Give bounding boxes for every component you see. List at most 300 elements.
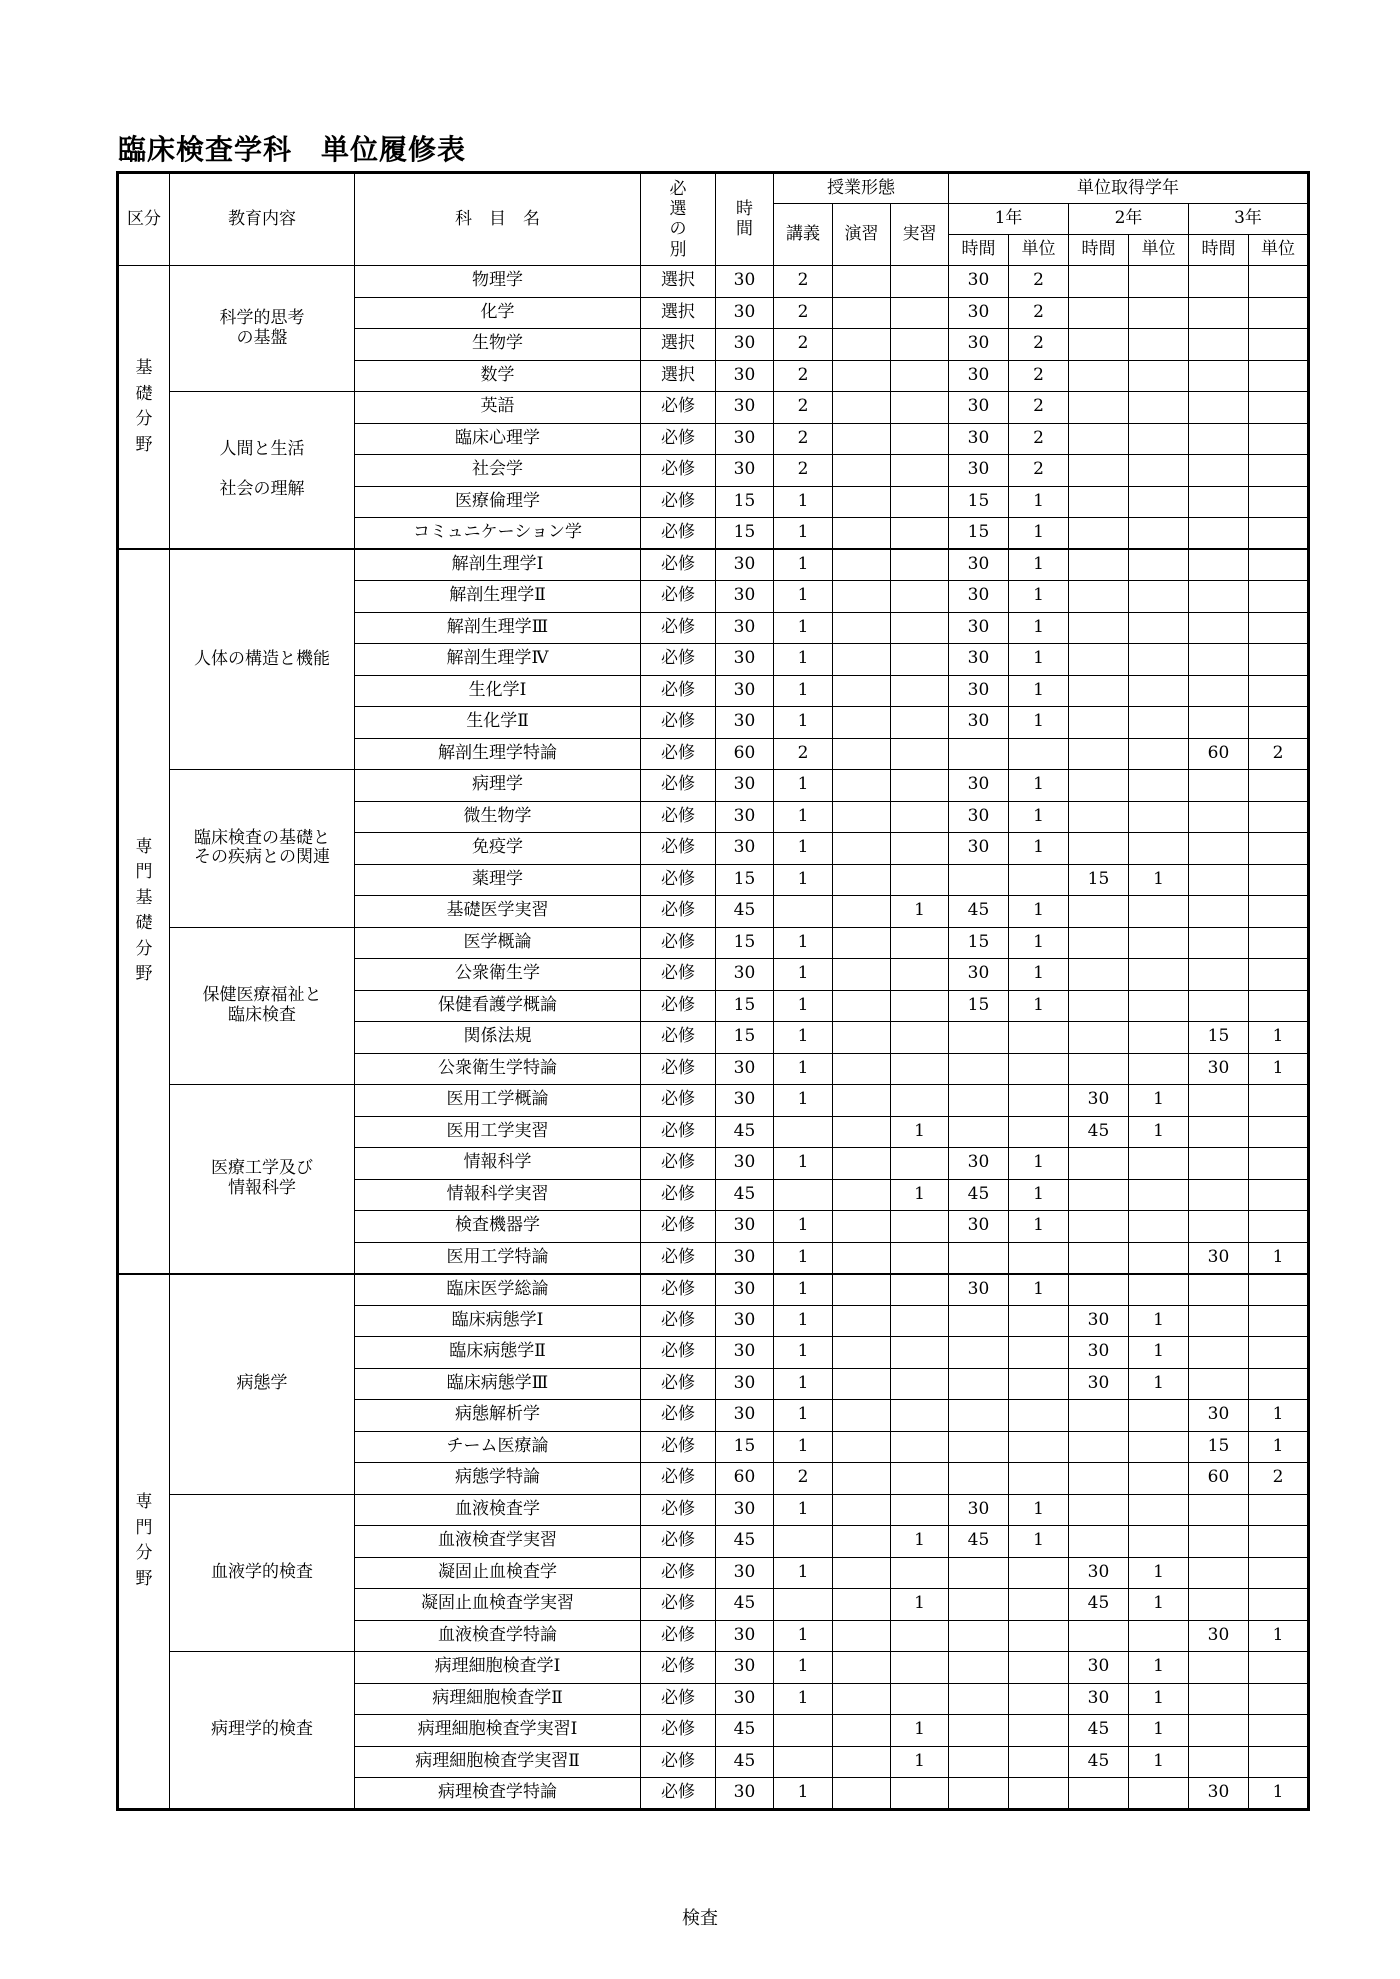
required-cell: 必修 xyxy=(641,1211,716,1243)
subject-cell: 薬理学 xyxy=(355,864,641,896)
exercise-cell xyxy=(833,1400,891,1432)
year3-hours-cell xyxy=(1189,1274,1249,1306)
hours-cell: 30 xyxy=(716,1148,774,1180)
year2-hours-cell xyxy=(1069,1778,1129,1810)
year2-hours-cell xyxy=(1069,455,1129,487)
year3-units-cell: 1 xyxy=(1249,1022,1309,1054)
subject-cell: 凝固止血検査学実習 xyxy=(355,1589,641,1621)
hours-cell: 45 xyxy=(716,1715,774,1747)
required-cell: 必修 xyxy=(641,1463,716,1495)
required-cell: 必修 xyxy=(641,1242,716,1274)
hours-cell: 30 xyxy=(716,549,774,581)
year3-hours-cell xyxy=(1189,549,1249,581)
exercise-cell xyxy=(833,1431,891,1463)
year1-hours-cell: 30 xyxy=(949,360,1009,392)
year1-hours-cell: 45 xyxy=(949,1179,1009,1211)
year3-units-cell xyxy=(1249,1116,1309,1148)
subject-cell: 生物学 xyxy=(355,329,641,361)
year3-hours-cell xyxy=(1189,518,1249,550)
year1-hours-cell: 30 xyxy=(949,1211,1009,1243)
practice-cell xyxy=(891,1368,949,1400)
hours-cell: 30 xyxy=(716,1778,774,1810)
subject-cell: 生化学Ⅰ xyxy=(355,675,641,707)
required-cell: 必修 xyxy=(641,1400,716,1432)
required-cell: 選択 xyxy=(641,297,716,329)
lecture-cell xyxy=(774,1715,833,1747)
exercise-cell xyxy=(833,1746,891,1778)
year3-units-cell xyxy=(1249,990,1309,1022)
lecture-cell: 2 xyxy=(774,266,833,298)
year3-units-cell xyxy=(1249,1274,1309,1306)
header-subject: 科 目 名 xyxy=(355,173,641,266)
practice-cell xyxy=(891,1022,949,1054)
year3-units-cell: 2 xyxy=(1249,1463,1309,1495)
subject-cell: 血液検査学 xyxy=(355,1494,641,1526)
year2-units-cell xyxy=(1129,518,1189,550)
subject-cell: 臨床医学総論 xyxy=(355,1274,641,1306)
year3-units-cell xyxy=(1249,581,1309,613)
year1-units-cell xyxy=(1009,1400,1069,1432)
year1-units-cell xyxy=(1009,1431,1069,1463)
year1-units-cell xyxy=(1009,1715,1069,1747)
year2-hours-cell xyxy=(1069,549,1129,581)
year2-units-cell: 1 xyxy=(1129,1557,1189,1589)
lecture-cell xyxy=(774,1179,833,1211)
year1-hours-cell xyxy=(949,1778,1009,1810)
hours-cell: 30 xyxy=(716,675,774,707)
category-label: 科学的思考 の基盤 xyxy=(170,266,355,392)
year1-units-cell xyxy=(1009,1368,1069,1400)
year3-hours-cell xyxy=(1189,1494,1249,1526)
year2-hours-cell xyxy=(1069,1494,1129,1526)
hours-cell: 30 xyxy=(716,1242,774,1274)
year1-hours-cell xyxy=(949,738,1009,770)
page-title: 臨床検査学科 単位履修表 xyxy=(118,133,467,166)
year2-hours-cell xyxy=(1069,392,1129,424)
year2-hours-cell xyxy=(1069,1022,1129,1054)
exercise-cell xyxy=(833,1148,891,1180)
year2-hours-cell: 45 xyxy=(1069,1715,1129,1747)
year3-units-cell xyxy=(1249,896,1309,928)
subject-cell: 公衆衛生学特論 xyxy=(355,1053,641,1085)
hours-cell: 15 xyxy=(716,1022,774,1054)
hours-cell: 30 xyxy=(716,455,774,487)
year2-hours-cell xyxy=(1069,675,1129,707)
practice-cell xyxy=(891,1274,949,1306)
year1-hours-cell: 15 xyxy=(949,990,1009,1022)
year3-hours-cell xyxy=(1189,1148,1249,1180)
year1-hours-cell: 30 xyxy=(949,833,1009,865)
lecture-cell: 1 xyxy=(774,518,833,550)
exercise-cell xyxy=(833,486,891,518)
year1-units-cell: 1 xyxy=(1009,518,1069,550)
year1-units-cell: 1 xyxy=(1009,896,1069,928)
year1-hours-cell: 30 xyxy=(949,423,1009,455)
lecture-cell xyxy=(774,896,833,928)
hours-cell: 30 xyxy=(716,770,774,802)
year2-hours-cell: 45 xyxy=(1069,1116,1129,1148)
header-exercise: 演習 xyxy=(833,204,891,266)
year2-units-cell: 1 xyxy=(1129,1746,1189,1778)
practice-cell xyxy=(891,1337,949,1369)
subject-cell: 血液検査学特論 xyxy=(355,1620,641,1652)
exercise-cell xyxy=(833,266,891,298)
subject-cell: 医用工学実習 xyxy=(355,1116,641,1148)
subject-cell: 病理検査学特論 xyxy=(355,1778,641,1810)
year1-hours-cell: 30 xyxy=(949,1274,1009,1306)
subject-cell: 微生物学 xyxy=(355,801,641,833)
hours-cell: 30 xyxy=(716,423,774,455)
year3-units-cell xyxy=(1249,360,1309,392)
exercise-cell xyxy=(833,896,891,928)
year3-units-cell: 1 xyxy=(1249,1778,1309,1810)
category-label: 血液学的検査 xyxy=(170,1494,355,1652)
exercise-cell xyxy=(833,1085,891,1117)
exercise-cell xyxy=(833,1116,891,1148)
required-cell: 選択 xyxy=(641,266,716,298)
practice-cell xyxy=(891,455,949,487)
lecture-cell: 1 xyxy=(774,1053,833,1085)
table-row xyxy=(118,1085,1309,1117)
year3-units-cell xyxy=(1249,833,1309,865)
year3-hours-cell xyxy=(1189,770,1249,802)
year1-units-cell xyxy=(1009,738,1069,770)
year1-units-cell: 1 xyxy=(1009,959,1069,991)
practice-cell xyxy=(891,675,949,707)
required-cell: 必修 xyxy=(641,959,716,991)
hours-cell: 30 xyxy=(716,1557,774,1589)
header-year3-hours: 時間 xyxy=(1189,235,1249,266)
year3-units-cell xyxy=(1249,329,1309,361)
year3-units-cell xyxy=(1249,486,1309,518)
year3-hours-cell: 15 xyxy=(1189,1431,1249,1463)
hours-cell: 30 xyxy=(716,392,774,424)
year2-units-cell xyxy=(1129,549,1189,581)
year3-hours-cell xyxy=(1189,864,1249,896)
hours-cell: 15 xyxy=(716,864,774,896)
year3-units-cell xyxy=(1249,1305,1309,1337)
year3-units-cell xyxy=(1249,423,1309,455)
lecture-cell: 2 xyxy=(774,738,833,770)
year2-hours-cell xyxy=(1069,612,1129,644)
year3-units-cell xyxy=(1249,959,1309,991)
hours-cell: 30 xyxy=(716,833,774,865)
year2-hours-cell xyxy=(1069,486,1129,518)
year3-units-cell xyxy=(1249,1368,1309,1400)
subject-cell: 解剖生理学Ⅲ xyxy=(355,612,641,644)
header-year3-units: 単位 xyxy=(1249,235,1309,266)
year1-hours-cell: 30 xyxy=(949,644,1009,676)
year1-hours-cell xyxy=(949,1242,1009,1274)
year1-units-cell: 2 xyxy=(1009,329,1069,361)
year2-units-cell xyxy=(1129,360,1189,392)
year1-units-cell: 1 xyxy=(1009,1494,1069,1526)
lecture-cell: 1 xyxy=(774,1494,833,1526)
year2-units-cell: 1 xyxy=(1129,1116,1189,1148)
year2-hours-cell xyxy=(1069,297,1129,329)
subject-cell: 病理細胞検査学実習Ⅱ xyxy=(355,1746,641,1778)
year1-hours-cell xyxy=(949,1746,1009,1778)
year1-units-cell xyxy=(1009,1589,1069,1621)
header-practice: 実習 xyxy=(891,204,949,266)
hours-cell: 30 xyxy=(716,1652,774,1684)
practice-cell xyxy=(891,486,949,518)
required-cell: 選択 xyxy=(641,360,716,392)
practice-cell xyxy=(891,1085,949,1117)
year3-units-cell xyxy=(1249,927,1309,959)
subject-cell: 病態学特論 xyxy=(355,1463,641,1495)
exercise-cell xyxy=(833,581,891,613)
credit-table xyxy=(116,171,1310,1811)
year1-units-cell: 1 xyxy=(1009,770,1069,802)
exercise-cell xyxy=(833,927,891,959)
year3-units-cell: 2 xyxy=(1249,738,1309,770)
year2-units-cell: 1 xyxy=(1129,1683,1189,1715)
year3-hours-cell xyxy=(1189,990,1249,1022)
subject-cell: 病理細胞検査学Ⅰ xyxy=(355,1652,641,1684)
year2-units-cell xyxy=(1129,675,1189,707)
lecture-cell: 1 xyxy=(774,1305,833,1337)
year1-hours-cell xyxy=(949,1557,1009,1589)
lecture-cell: 1 xyxy=(774,927,833,959)
year2-hours-cell xyxy=(1069,1463,1129,1495)
year2-hours-cell: 45 xyxy=(1069,1589,1129,1621)
year1-units-cell: 2 xyxy=(1009,455,1069,487)
lecture-cell: 2 xyxy=(774,360,833,392)
year3-units-cell xyxy=(1249,612,1309,644)
year2-units-cell xyxy=(1129,833,1189,865)
year1-hours-cell: 30 xyxy=(949,266,1009,298)
year2-units-cell xyxy=(1129,329,1189,361)
practice-cell xyxy=(891,1431,949,1463)
year1-hours-cell: 30 xyxy=(949,675,1009,707)
hours-cell: 45 xyxy=(716,896,774,928)
lecture-cell: 1 xyxy=(774,549,833,581)
year3-hours-cell xyxy=(1189,612,1249,644)
year2-units-cell xyxy=(1129,1242,1189,1274)
subject-cell: 臨床病態学Ⅰ xyxy=(355,1305,641,1337)
year2-units-cell xyxy=(1129,1431,1189,1463)
year1-units-cell: 1 xyxy=(1009,644,1069,676)
required-cell: 必修 xyxy=(641,486,716,518)
exercise-cell xyxy=(833,1715,891,1747)
subject-cell: 臨床病態学Ⅲ xyxy=(355,1368,641,1400)
practice-cell: 1 xyxy=(891,1715,949,1747)
exercise-cell xyxy=(833,1053,891,1085)
header-credit-year: 単位取得学年 xyxy=(949,173,1309,204)
header-year1-hours: 時間 xyxy=(949,235,1009,266)
year1-hours-cell xyxy=(949,864,1009,896)
year1-units-cell xyxy=(1009,1683,1069,1715)
required-cell: 必修 xyxy=(641,990,716,1022)
practice-cell xyxy=(891,990,949,1022)
exercise-cell xyxy=(833,675,891,707)
required-cell: 必修 xyxy=(641,1368,716,1400)
practice-cell xyxy=(891,1557,949,1589)
year2-hours-cell xyxy=(1069,801,1129,833)
year2-units-cell: 1 xyxy=(1129,1085,1189,1117)
section-label: 専門分野 xyxy=(118,1274,170,1810)
year2-units-cell xyxy=(1129,486,1189,518)
subject-cell: 生化学Ⅱ xyxy=(355,707,641,739)
year1-hours-cell xyxy=(949,1368,1009,1400)
year1-units-cell: 1 xyxy=(1009,801,1069,833)
practice-cell xyxy=(891,864,949,896)
hours-cell: 15 xyxy=(716,927,774,959)
year3-units-cell xyxy=(1249,392,1309,424)
required-cell: 必修 xyxy=(641,1557,716,1589)
required-cell: 必修 xyxy=(641,1746,716,1778)
year3-hours-cell xyxy=(1189,1683,1249,1715)
exercise-cell xyxy=(833,392,891,424)
year1-hours-cell xyxy=(949,1053,1009,1085)
subject-cell: 医用工学特論 xyxy=(355,1242,641,1274)
practice-cell xyxy=(891,392,949,424)
year3-units-cell: 1 xyxy=(1249,1620,1309,1652)
year3-hours-cell xyxy=(1189,1368,1249,1400)
subject-cell: 検査機器学 xyxy=(355,1211,641,1243)
year2-hours-cell xyxy=(1069,1242,1129,1274)
year3-units-cell xyxy=(1249,675,1309,707)
exercise-cell xyxy=(833,1526,891,1558)
lecture-cell: 1 xyxy=(774,644,833,676)
hours-cell: 30 xyxy=(716,1274,774,1306)
year3-hours-cell: 30 xyxy=(1189,1400,1249,1432)
required-cell: 必修 xyxy=(641,1620,716,1652)
table-row xyxy=(118,927,1309,959)
year2-units-cell xyxy=(1129,612,1189,644)
year1-units-cell: 1 xyxy=(1009,1274,1069,1306)
practice-cell: 1 xyxy=(891,1526,949,1558)
year3-units-cell xyxy=(1249,770,1309,802)
category-label: 人体の構造と機能 xyxy=(170,549,355,770)
year2-hours-cell: 30 xyxy=(1069,1337,1129,1369)
year2-hours-cell: 45 xyxy=(1069,1746,1129,1778)
exercise-cell xyxy=(833,1557,891,1589)
year3-hours-cell xyxy=(1189,675,1249,707)
year2-hours-cell xyxy=(1069,1211,1129,1243)
lecture-cell: 2 xyxy=(774,1463,833,1495)
year3-hours-cell: 30 xyxy=(1189,1242,1249,1274)
year1-hours-cell: 30 xyxy=(949,770,1009,802)
year2-hours-cell xyxy=(1069,833,1129,865)
year3-units-cell: 1 xyxy=(1249,1431,1309,1463)
year2-units-cell xyxy=(1129,927,1189,959)
subject-cell: 公衆衛生学 xyxy=(355,959,641,991)
practice-cell xyxy=(891,518,949,550)
hours-cell: 15 xyxy=(716,1431,774,1463)
exercise-cell xyxy=(833,329,891,361)
exercise-cell xyxy=(833,1211,891,1243)
exercise-cell xyxy=(833,423,891,455)
exercise-cell xyxy=(833,1494,891,1526)
header-required: 必選の別 xyxy=(641,173,716,266)
year3-hours-cell xyxy=(1189,266,1249,298)
year1-hours-cell: 45 xyxy=(949,1526,1009,1558)
year2-units-cell xyxy=(1129,738,1189,770)
required-cell: 必修 xyxy=(641,1116,716,1148)
exercise-cell xyxy=(833,1463,891,1495)
year2-hours-cell: 30 xyxy=(1069,1557,1129,1589)
exercise-cell xyxy=(833,1683,891,1715)
year2-units-cell xyxy=(1129,896,1189,928)
section-label: 専門基礎分野 xyxy=(118,549,170,1274)
year1-units-cell: 1 xyxy=(1009,549,1069,581)
year1-hours-cell: 30 xyxy=(949,329,1009,361)
exercise-cell xyxy=(833,959,891,991)
year1-hours-cell xyxy=(949,1022,1009,1054)
year2-hours-cell xyxy=(1069,959,1129,991)
subject-cell: 解剖生理学Ⅳ xyxy=(355,644,641,676)
hours-cell: 60 xyxy=(716,738,774,770)
required-cell: 必修 xyxy=(641,423,716,455)
header-year1: 1年 xyxy=(949,204,1069,235)
subject-cell: 病理学 xyxy=(355,770,641,802)
year2-hours-cell xyxy=(1069,266,1129,298)
year2-hours-cell xyxy=(1069,1179,1129,1211)
year2-units-cell xyxy=(1129,297,1189,329)
practice-cell xyxy=(891,1620,949,1652)
year1-units-cell: 2 xyxy=(1009,392,1069,424)
year1-hours-cell xyxy=(949,1400,1009,1432)
year2-hours-cell xyxy=(1069,1431,1129,1463)
year1-hours-cell: 30 xyxy=(949,581,1009,613)
hours-cell: 30 xyxy=(716,1053,774,1085)
required-cell: 必修 xyxy=(641,1778,716,1810)
hours-cell: 30 xyxy=(716,1305,774,1337)
year1-hours-cell: 30 xyxy=(949,959,1009,991)
year3-units-cell: 1 xyxy=(1249,1242,1309,1274)
year1-units-cell: 1 xyxy=(1009,833,1069,865)
required-cell: 必修 xyxy=(641,1494,716,1526)
year3-hours-cell xyxy=(1189,1085,1249,1117)
year3-hours-cell: 30 xyxy=(1189,1053,1249,1085)
hours-cell: 45 xyxy=(716,1589,774,1621)
year2-units-cell xyxy=(1129,455,1189,487)
year1-hours-cell xyxy=(949,1589,1009,1621)
year3-units-cell xyxy=(1249,644,1309,676)
lecture-cell: 1 xyxy=(774,1652,833,1684)
year3-hours-cell xyxy=(1189,455,1249,487)
lecture-cell xyxy=(774,1526,833,1558)
hours-cell: 30 xyxy=(716,1211,774,1243)
exercise-cell xyxy=(833,360,891,392)
year1-units-cell: 2 xyxy=(1009,360,1069,392)
lecture-cell: 2 xyxy=(774,297,833,329)
year2-hours-cell xyxy=(1069,423,1129,455)
lecture-cell xyxy=(774,1116,833,1148)
lecture-cell: 1 xyxy=(774,1368,833,1400)
year3-units-cell xyxy=(1249,1148,1309,1180)
practice-cell xyxy=(891,549,949,581)
subject-cell: 血液検査学実習 xyxy=(355,1526,641,1558)
year2-units-cell: 1 xyxy=(1129,1337,1189,1369)
table-row xyxy=(118,770,1309,802)
practice-cell xyxy=(891,1211,949,1243)
required-cell: 必修 xyxy=(641,833,716,865)
year2-hours-cell xyxy=(1069,644,1129,676)
practice-cell xyxy=(891,833,949,865)
lecture-cell: 1 xyxy=(774,1683,833,1715)
exercise-cell xyxy=(833,1274,891,1306)
hours-cell: 30 xyxy=(716,644,774,676)
year1-hours-cell: 15 xyxy=(949,486,1009,518)
year2-units-cell xyxy=(1129,990,1189,1022)
practice-cell xyxy=(891,707,949,739)
subject-cell: 関係法規 xyxy=(355,1022,641,1054)
practice-cell xyxy=(891,1778,949,1810)
required-cell: 必修 xyxy=(641,612,716,644)
